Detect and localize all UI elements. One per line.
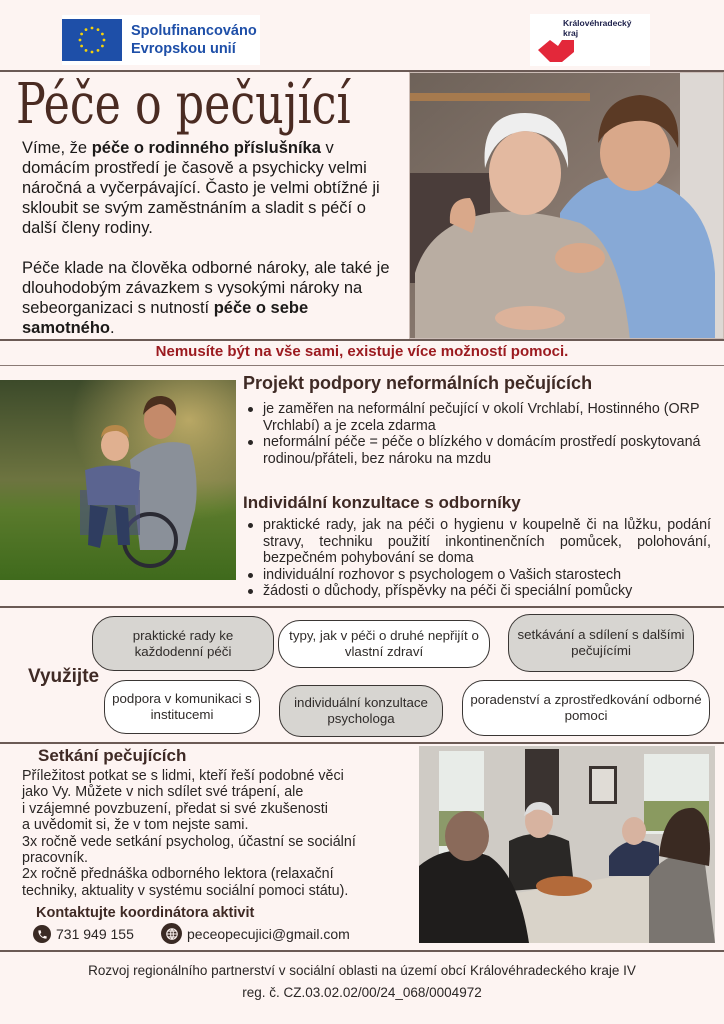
list-item: neformální péče = péče o blízkého v domácím prostředí poskytovaná rodinou/přáteli, bez nároku na mzdu xyxy=(243,434,713,467)
benefit-pill: praktické rady ke každodenní péči xyxy=(92,616,274,671)
meetings-line: techniky, aktuality v systému sociální pomoci státu). xyxy=(22,882,349,899)
consultation-heading: Individální konzultace s odborníky xyxy=(243,493,521,512)
eu-logo-text xyxy=(131,22,257,58)
intro-p2-bold: péče o sebe samotného xyxy=(22,299,309,337)
child-wheelchair-photo xyxy=(0,380,236,580)
intro-p1-rest: v domácím prostředí je časově a psychicky velmi náročná a vyčerpávající. Často je velmi obtížné ji skloubit se svým zaměstnáním a sladit s péčí o další členy rodiny. xyxy=(22,139,380,237)
meetings-line: i vzájemné povzbuzení, předat si své zkušenosti xyxy=(22,800,328,817)
meetings-line: 2x ročně přednáška odborného lektora (relaxační xyxy=(22,866,334,883)
meetings-text xyxy=(22,768,413,899)
footer-registration-number: reg. č. CZ.03.02.02/00/24_068/0004972 xyxy=(242,985,482,1000)
globe-icon xyxy=(161,923,182,944)
region-logo xyxy=(530,14,650,66)
project-heading: Projekt podpory neformálních pečujících xyxy=(243,373,593,393)
page-title: Péče o pečující xyxy=(16,72,351,137)
consultation-bullets xyxy=(243,517,711,600)
divider xyxy=(0,606,724,608)
eu-logo-line2: Evropskou unií xyxy=(131,41,236,57)
list-item: žádosti o důchody, příspěvky na péči či speciální pomůcky xyxy=(243,583,711,600)
list-item: individuální rozhovor s psychologem o Vašich starostech xyxy=(243,567,711,584)
list-item: je zaměřen na neformální pečující v okolí Vrchlabí, Hostinného (ORP Vrchlabí) a je zcela zdarma xyxy=(243,401,713,434)
meetings-line: pracovník. xyxy=(22,850,88,867)
benefit-pill: typy, jak v péči o druhé nepřijít o vlastní zdraví xyxy=(278,620,490,668)
divider xyxy=(0,950,724,952)
contact-email xyxy=(161,923,350,944)
footer xyxy=(0,960,724,1004)
hero-photo xyxy=(409,72,724,339)
meetings-line: jako Vy. Můžete v nich sdílet své trápení, ale xyxy=(22,784,304,801)
eu-flag-icon xyxy=(62,19,122,61)
meetings-line: Příležitost potkat se s lidmi, kteří řeší podobné věci xyxy=(22,768,344,784)
divider xyxy=(0,339,724,341)
intro-p1-bold: péče o rodinného příslušníka xyxy=(91,139,321,157)
list-item: praktické rady, jak na péči o hygienu v koupelně či na lůžku, podání stravy, techniku použití inkontinenčních pomůcek, polohování, bezpečném pohybování se doma xyxy=(243,517,711,567)
divider xyxy=(0,365,724,366)
divider xyxy=(0,742,724,744)
meeting-photo xyxy=(419,746,715,943)
email-address[interactable]: peceopecujici@gmail.com xyxy=(187,925,350,942)
contact-heading: Kontaktujte koordinátora aktivit xyxy=(36,905,255,921)
region-logo-line2: kraj xyxy=(563,28,579,38)
eu-logo-line1: Spolufinancováno xyxy=(131,23,257,39)
region-logo-text xyxy=(563,18,632,38)
region-logo-line1: Královéhradecký xyxy=(563,18,632,28)
intro-text xyxy=(22,138,402,358)
intro-paragraph-2 xyxy=(22,258,402,338)
footer-project-name: Rozvoj regionálního partnerství v sociální oblasti na území obcí Královéhradeckého kraje IV xyxy=(88,963,636,978)
benefit-pill: individuální konzultace psychologa xyxy=(279,685,443,737)
region-mark-icon xyxy=(536,38,576,64)
benefit-pill: poradenství a zprostředkování odborné pomoci xyxy=(462,680,710,736)
tagline: Nemusíte být na vše sami, existuje více možností pomoci. xyxy=(155,343,569,360)
contact-phone xyxy=(33,925,134,943)
phone-icon xyxy=(33,925,51,943)
meetings-heading: Setkání pečujících xyxy=(38,746,187,765)
eu-cofunding-logo xyxy=(62,15,260,65)
benefit-pill: setkávání a sdílení s dalšími pečujícími xyxy=(508,614,694,672)
intro-p2-suffix: . xyxy=(110,319,115,337)
project-bullets xyxy=(243,401,713,467)
intro-p2-prefix: Péče klade na člověka odborné nároky, ale také je dlouhodobým závazkem s vysokými nároky na sebeorganizaci s nutností xyxy=(22,259,390,317)
intro-paragraph-1 xyxy=(22,138,402,238)
benefits-label: Využijte xyxy=(28,666,100,687)
intro-p1-prefix: Víme, že xyxy=(22,139,92,157)
benefit-pill: podpora v komunikaci s institucemi xyxy=(104,680,260,734)
phone-number[interactable]: 731 949 155 xyxy=(56,926,134,942)
meetings-line: 3x ročně vede setkání psycholog, účastní se sociální xyxy=(22,833,356,850)
meetings-line: a uvědomit si, že v tom nejste sami. xyxy=(22,817,249,834)
